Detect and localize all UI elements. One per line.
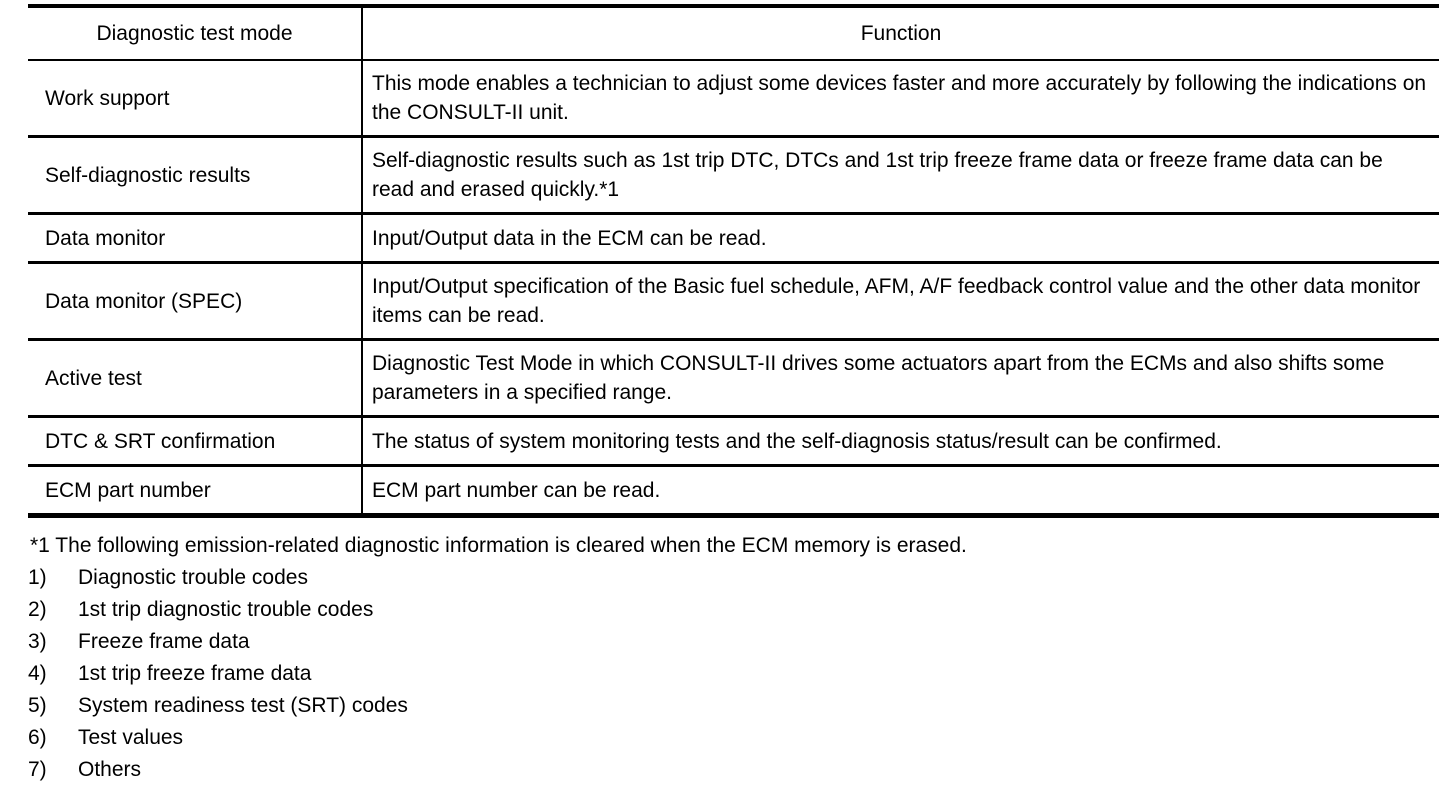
diagnostic-test-mode-table: [28, 4, 1439, 518]
function-cell: ECM part number can be read.: [372, 478, 661, 502]
list-item-text: 1st trip freeze frame data: [78, 662, 312, 685]
function-cell: Self-diagnostic results such as 1st trip DTC, DTCs and 1st trip freeze frame data or freeze frame data can be read and erased quickly.*1: [362, 137, 1439, 214]
list-item: [28, 594, 408, 626]
list-item-text: Diagnostic trouble codes: [78, 566, 308, 589]
function-cell: This mode enables a technician to adjust some devices faster and more accurately by following the indications on the CONSULT-II unit.: [362, 60, 1439, 137]
list-item: [28, 658, 408, 690]
list-item-number: 5): [28, 694, 47, 717]
list-item: [28, 754, 408, 786]
list-item: [28, 562, 408, 594]
function-cell: The status of system monitoring tests and the self-diagnosis status/result can be confirmed.: [362, 417, 1439, 466]
table-row: [28, 340, 1439, 417]
mode-cell: ECM part number: [28, 466, 362, 516]
list-item-number: 7): [28, 758, 47, 781]
list-item-text: Freeze frame data: [78, 630, 250, 653]
function-cell: Diagnostic Test Mode in which CONSULT-II drives some actuators apart from the ECMs and also shifts some parameters in a specified range.: [362, 340, 1439, 417]
list-item-text: System readiness test (SRT) codes: [78, 694, 408, 717]
mode-cell: Active test: [28, 340, 362, 417]
mode-cell: Data monitor: [28, 214, 362, 263]
table-header-row: [28, 6, 1439, 60]
list-item-number: 6): [28, 726, 47, 749]
header-function: Function: [362, 6, 1439, 60]
document-page: [28, 4, 1439, 518]
table-row: [28, 137, 1439, 214]
table-row: [28, 60, 1439, 137]
mode-cell: Data monitor (SPEC): [28, 263, 362, 340]
list-item-text: Test values: [78, 726, 184, 749]
list-item-number: 1): [28, 566, 47, 589]
list-item-text: 1st trip diagnostic trouble codes: [78, 598, 374, 621]
footnote-text: *1 The following emission-related diagnostic information is cleared when the ECM memory is erased.: [30, 534, 967, 557]
mode-cell: Self-diagnostic results: [28, 137, 362, 214]
list-item: [28, 722, 408, 754]
list-item-number: 2): [28, 598, 47, 621]
table-row: [28, 466, 1439, 516]
list-item-number: 4): [28, 662, 47, 685]
mode-cell: Work support: [28, 60, 362, 137]
function-cell: Input/Output specification of the Basic fuel schedule, AFM, A/F feedback control value and the other data monitor items can be read.: [362, 263, 1439, 340]
list-item: [28, 626, 408, 658]
table-row: [28, 263, 1439, 340]
list-item-number: 3): [28, 630, 47, 653]
list-item-text: Others: [78, 758, 142, 781]
mode-cell: DTC & SRT confirmation: [28, 417, 362, 466]
table-row: [28, 214, 1439, 263]
footnote-list: [28, 562, 408, 786]
header-mode: Diagnostic test mode: [28, 6, 362, 60]
function-cell: Input/Output data in the ECM can be read.: [362, 214, 1439, 263]
table-row: [28, 417, 1439, 466]
list-item: [28, 690, 408, 722]
